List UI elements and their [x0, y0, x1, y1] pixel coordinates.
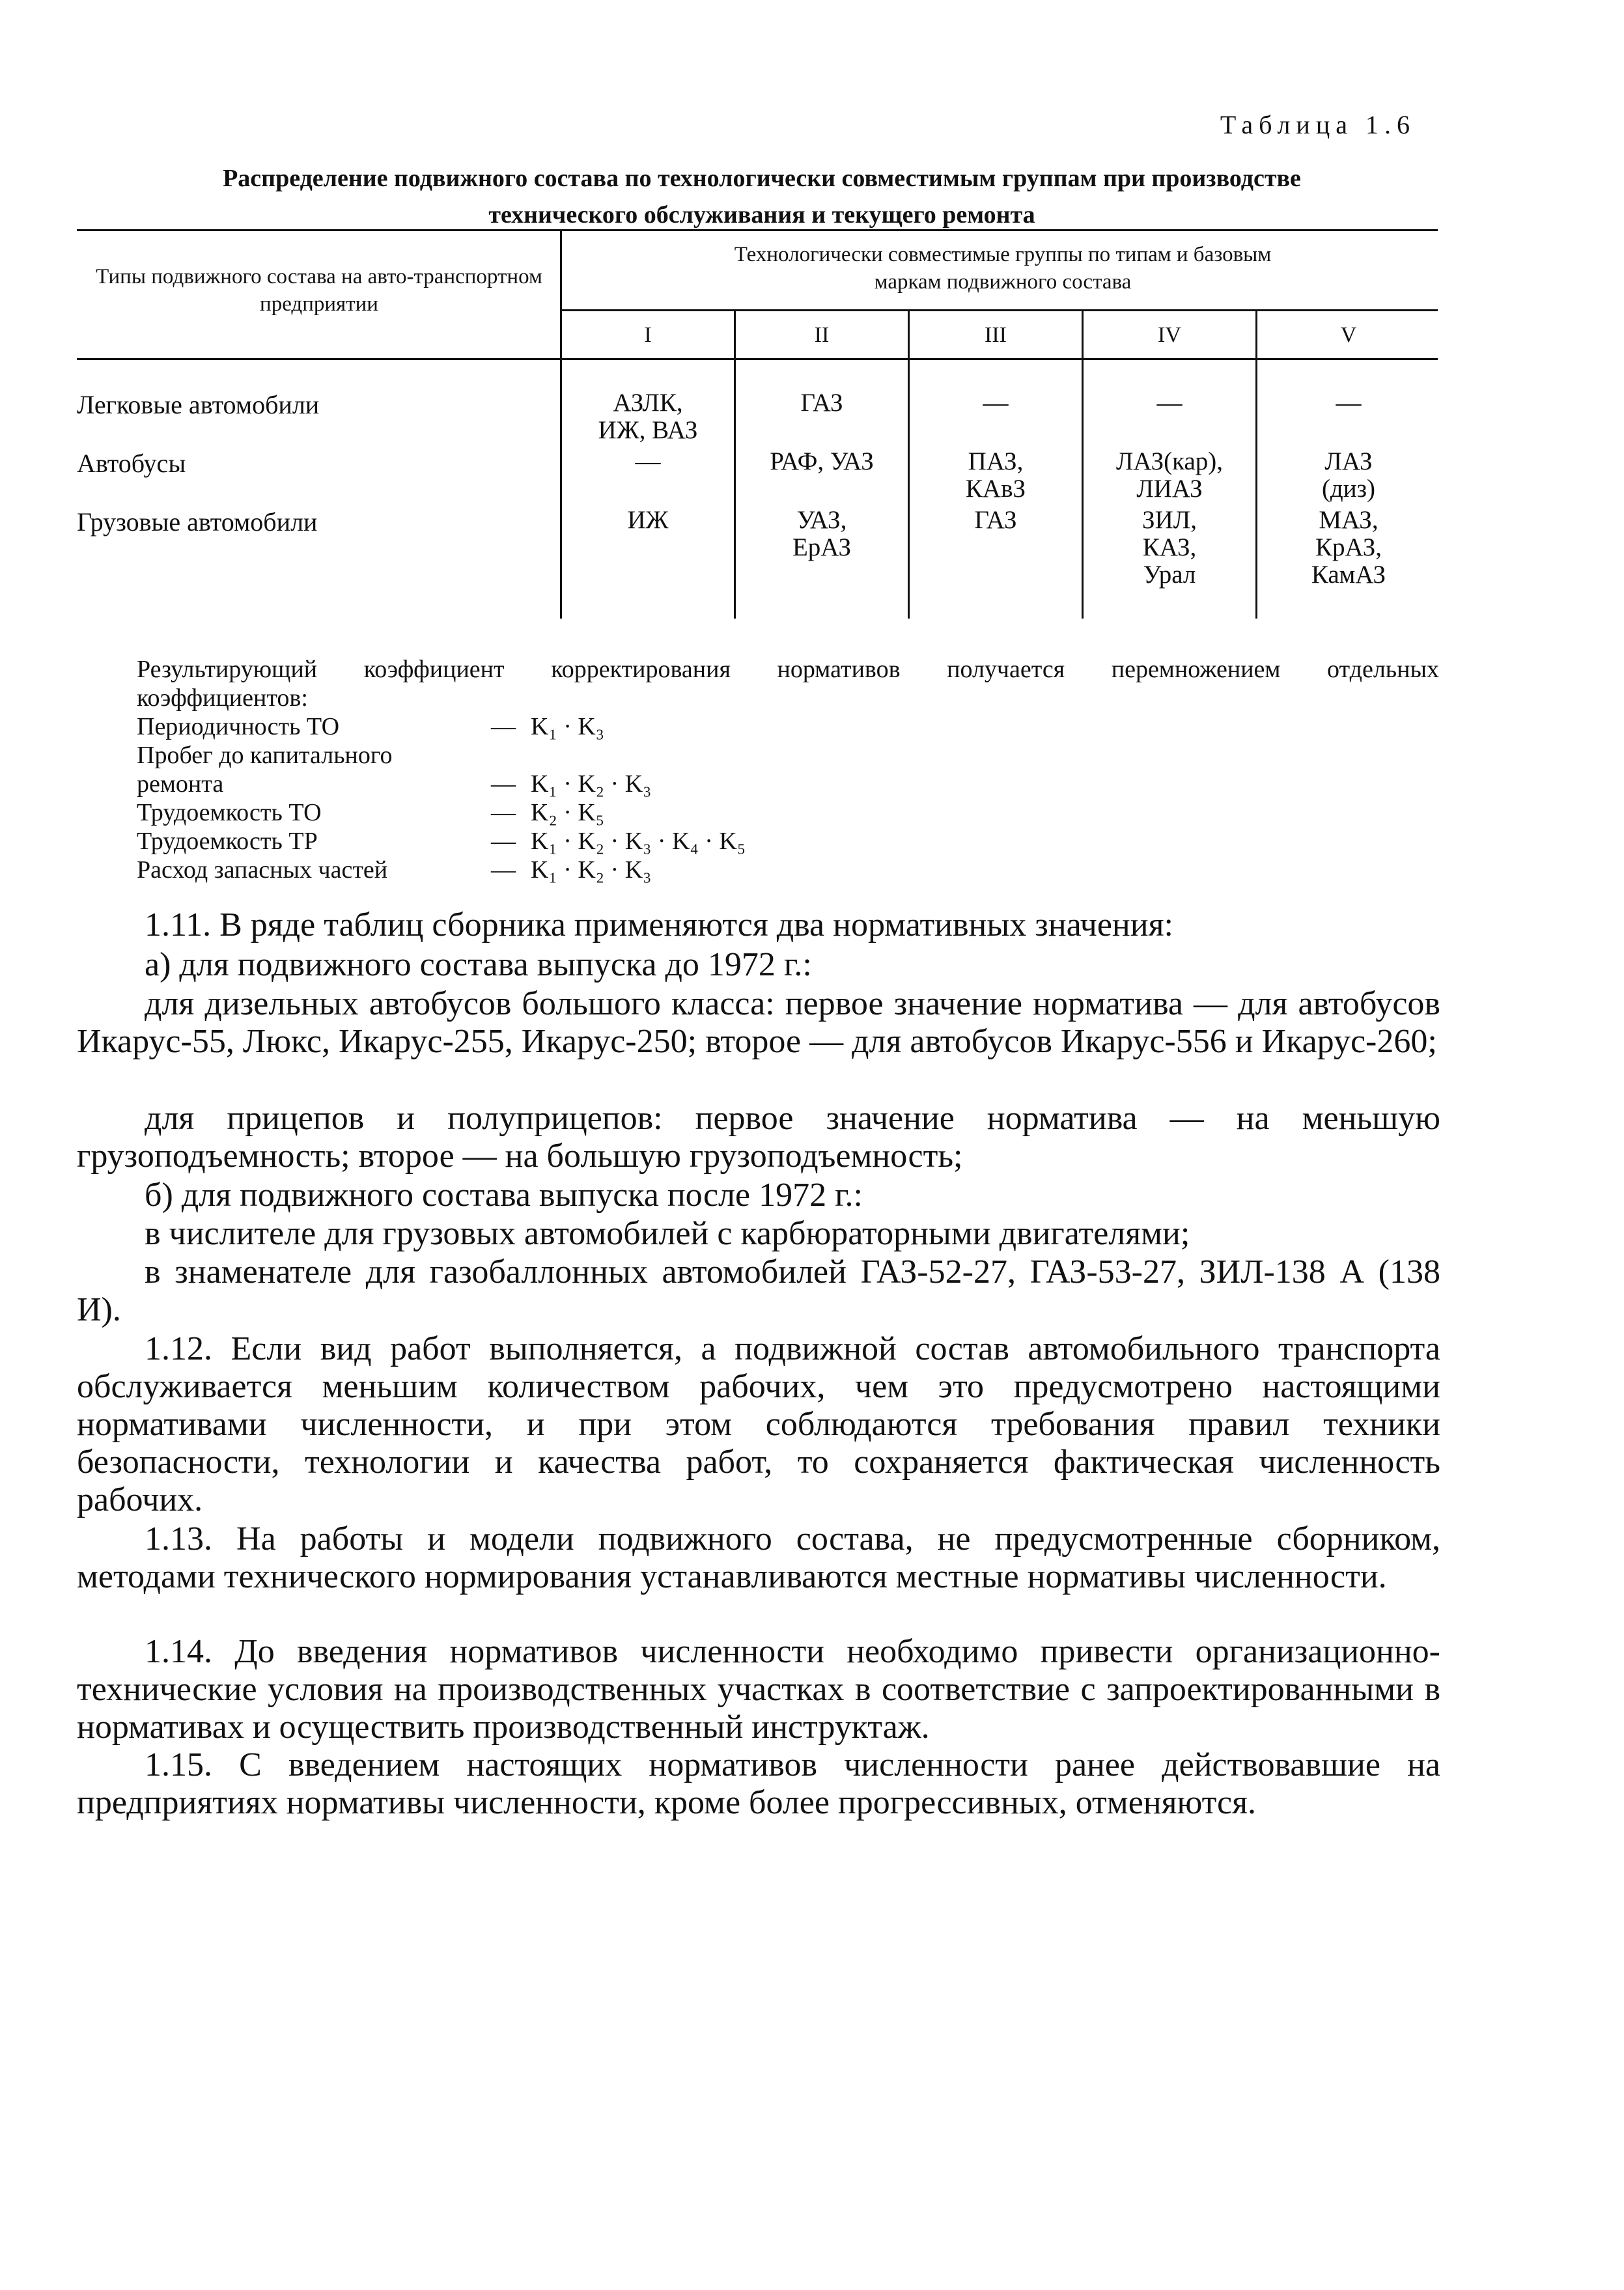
table-cell-line: (диз): [1321, 475, 1376, 503]
paragraph-1-13: 1.13. На работы и модели подвижного состава, не предусмотренные сборником, методами технического нормирования устанавливаются местные нормативы численности.: [77, 1520, 1440, 1595]
table-cell: —: [635, 447, 661, 475]
groups-header: Технологически совместимые группы по типам и базовым маркам подвижного состава: [734, 243, 1272, 294]
table-cell: [1257, 448, 1440, 503]
paragraph-diesel-buses: для дизельных автобусов большого класса: первое значение норматива — для автобусов Икарус-55, Люкс, Икарус-255, Икарус-250; второе — для автобусов Икарус-556 и Икарус-260;: [77, 985, 1440, 1060]
table-cell: [736, 507, 908, 561]
table-cell-line: МАЗ,: [1319, 506, 1379, 534]
coef-dash: —: [491, 828, 516, 855]
table-cell: ГАЗ: [974, 506, 1017, 534]
table-cell-line: ЕрАЗ: [792, 533, 852, 561]
paragraph-numerator: в числителе для грузовых автомобилей с карбюраторными двигателями;: [145, 1215, 1190, 1252]
table-cell: ГАЗ: [800, 389, 843, 417]
table-number-label: Таблица 1.6: [1220, 110, 1416, 139]
table-cell: —: [983, 389, 1009, 417]
table-cell-line: ЛАЗ(кар),: [1115, 447, 1224, 475]
table-cell-line: АЗЛК,: [613, 389, 683, 417]
table-cell: ИЖ: [627, 506, 669, 534]
table-cell-line: Урал: [1143, 561, 1196, 589]
paragraph-1-11: 1.11. В ряде таблиц сборника применяются два нормативных значения:: [145, 906, 1173, 943]
coef-formula: K₂ · K₅: [531, 799, 605, 826]
table-cell-line: КАЗ,: [1142, 533, 1197, 561]
table-cell-line: ЛАЗ: [1324, 447, 1373, 475]
column-header-III: III: [985, 323, 1007, 347]
column-header-V: V: [1340, 323, 1357, 347]
table-cell-line: КрАЗ,: [1315, 533, 1382, 561]
table-cell: [910, 448, 1082, 503]
paragraph-1-14: 1.14. До введения нормативов численности необходимо привести организационно-технические условия на производственных участках в соответствие с запроектированными в нормативах и осуществить производственный инструктаж.: [77, 1633, 1440, 1746]
row-label-trucks: Грузовые автомобили: [77, 507, 318, 537]
table-cell: [1084, 507, 1255, 589]
caption-line-2: технического обслуживания и текущего ремонта: [488, 201, 1035, 229]
group-subheader-rule: [560, 309, 1438, 311]
table-cell-line: КАвЗ: [965, 475, 1026, 503]
row-header: Типы подвижного состава на авто-транспортном предприятии: [96, 265, 542, 316]
row-label-buses: Автобусы: [77, 449, 186, 478]
paragraph-a: а) для подвижного состава выпуска до 1972 г.:: [145, 946, 812, 983]
table-cell-line: КамАЗ: [1311, 561, 1386, 589]
row-label-cars: Легковые автомобили: [77, 390, 320, 419]
paragraph-trailers: для прицепов и полуприцепов: первое значение норматива — на меньшую грузоподъемность; второе — на большую грузоподъемность;: [77, 1100, 1440, 1175]
column-header-I: I: [644, 323, 652, 347]
table-cell: —: [1156, 389, 1183, 417]
coef-dash: —: [491, 799, 516, 826]
paragraph-denominator: в знаменателе для газобаллонных автомобилей ГАЗ-52-27, ГАЗ-53-27, ЗИЛ-138 А (138 И).: [77, 1253, 1440, 1328]
coef-formula: K₁ · K₂ · K₃: [531, 856, 652, 884]
table-cell-line: УАЗ,: [796, 506, 847, 534]
coef-formula: K₁ · K₃: [531, 713, 605, 740]
table-cell: [562, 389, 734, 444]
paragraph-b: б) для подвижного состава выпуска после 1972 г.:: [145, 1177, 863, 1214]
table-cell-line: ЛИАЗ: [1136, 475, 1203, 503]
coef-dash: —: [491, 770, 516, 798]
table-header-rule: [77, 358, 1438, 360]
table-cell: —: [1336, 389, 1362, 417]
coef-name: ремонта: [137, 770, 224, 798]
table-cell-line: ИЖ, ВАЗ: [598, 416, 698, 444]
table-cell: [1084, 448, 1255, 503]
coef-name: Трудоемкость ТР: [137, 828, 318, 855]
coef-name: Периодичность ТО: [137, 713, 340, 740]
coef-dash: —: [491, 713, 516, 740]
column-header-IV: IV: [1158, 323, 1181, 347]
coef-name: Трудоемкость ТО: [137, 799, 322, 826]
table-cell-line: ПАЗ,: [968, 447, 1024, 475]
coef-formula: K₁ · K₂ · K₃ · K₄ · K₅: [531, 828, 746, 855]
paragraph-1-12: 1.12. Если вид работ выполняется, а подвижной состав автомобильного транспорта обслуживается меньшим количеством рабочих, чем это предусмотрено настоящими нормативами численности, и при этом соблюдаются требования правил техники безопасности, технологии и качества работ, то сохраняется фактическая численность рабочих.: [77, 1330, 1440, 1518]
caption-line-1: Распределение подвижного состава по технологически совместимым группам при производстве: [223, 165, 1301, 192]
coef-intro-line-1: Результирующий коэффициент корректирования нормативов получается перемножением отдельных: [137, 656, 1439, 683]
table-cell: [1257, 507, 1440, 589]
coef-dash: —: [491, 856, 516, 884]
table-cell-line: ЗИЛ,: [1142, 506, 1197, 534]
table-caption: [98, 160, 1426, 233]
coef-formula: K₁ · K₂ · K₃: [531, 770, 652, 798]
coef-name: Расход запасных частей: [137, 856, 388, 884]
table-cell: РАФ, УАЗ: [770, 447, 874, 475]
coef-intro-line-2: коэффициентов:: [137, 684, 308, 712]
column-header-II: II: [814, 323, 830, 347]
paragraph-1-15: 1.15. С введением настоящих нормативов численности ранее действовавшие на предприятиях нормативы численности, кроме более прогрессивных, отменяются.: [77, 1746, 1440, 1821]
coef-name: Пробег до капитального: [137, 742, 393, 769]
table-top-rule: [77, 229, 1438, 231]
